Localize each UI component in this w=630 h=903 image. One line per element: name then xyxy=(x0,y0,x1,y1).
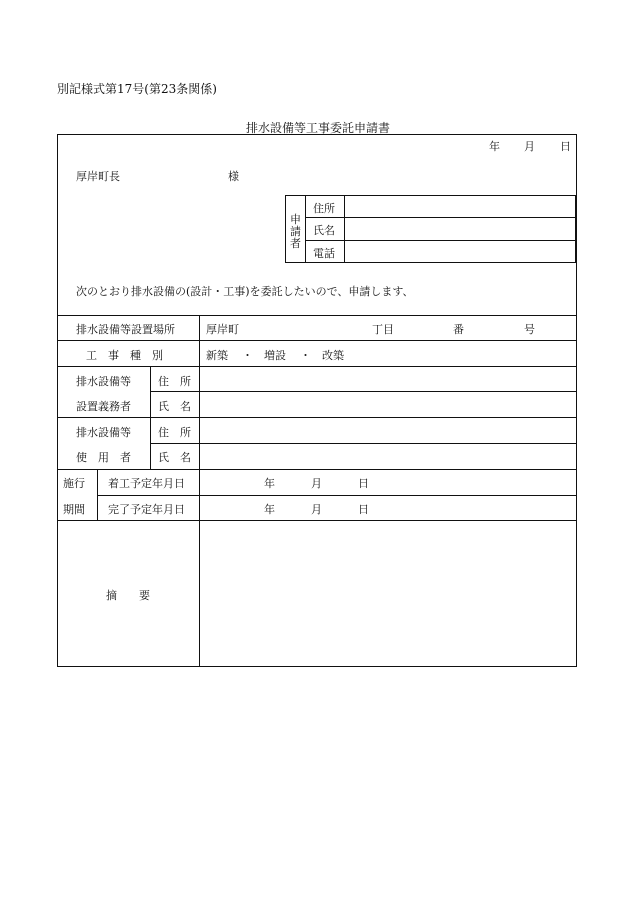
applicant-label-1: 申 xyxy=(290,213,301,226)
start-date-label: 着工予定年月日 xyxy=(108,477,185,490)
obligor-label-line1: 排水設備等 xyxy=(76,375,131,388)
summary-label: 摘 要 xyxy=(106,589,150,602)
applicant-address-label: 住所 xyxy=(313,202,335,215)
location-ban: 番 xyxy=(453,323,464,336)
location-go: 号 xyxy=(524,323,535,336)
date-month: 月 xyxy=(524,140,535,153)
obligor-label-line2: 設置義務者 xyxy=(76,400,131,413)
work-type-extension[interactable]: 増設 xyxy=(264,349,286,362)
user-label-line1: 排水設備等 xyxy=(76,426,131,439)
applicant-name-field[interactable] xyxy=(346,219,574,239)
obligor-address-field[interactable] xyxy=(201,368,575,390)
applicant-phone-label: 電話 xyxy=(313,247,335,260)
end-month: 月 xyxy=(311,503,322,516)
statement-text: 次のとおり排水設備の(設計・工事)を委託したいので、申請します、 xyxy=(76,285,414,298)
applicant-phone-field[interactable] xyxy=(346,242,574,261)
location-label: 排水設備等設置場所 xyxy=(76,323,175,336)
addressee-name: 厚岸町長 xyxy=(76,170,120,183)
end-day: 日 xyxy=(358,503,369,516)
location-town: 厚岸町 xyxy=(206,323,239,336)
applicant-label-3: 者 xyxy=(290,237,301,250)
user-name-label: 氏 名 xyxy=(158,451,191,464)
start-month: 月 xyxy=(311,477,322,490)
user-address-label: 住 所 xyxy=(158,426,191,439)
end-date-label: 完了予定年月日 xyxy=(108,503,185,516)
obligor-name-label: 氏 名 xyxy=(158,400,191,413)
work-type-sep-1: ・ xyxy=(242,349,253,362)
form-number-label: 別記様式第17号(第23条関係) xyxy=(57,82,217,96)
start-year: 年 xyxy=(264,477,275,490)
applicant-address-field[interactable] xyxy=(346,197,574,216)
applicant-name-label: 氏名 xyxy=(313,224,335,237)
obligor-name-field[interactable] xyxy=(201,393,575,416)
work-type-label: 工 事 種 別 xyxy=(86,349,163,362)
date-year: 年 xyxy=(489,140,500,153)
user-label-line2: 使 用 者 xyxy=(76,451,131,464)
end-year: 年 xyxy=(264,503,275,516)
location-chome: 丁目 xyxy=(372,323,394,336)
work-type-new[interactable]: 新築 xyxy=(206,349,228,362)
addressee-honorific: 様 xyxy=(228,170,239,183)
date-day: 日 xyxy=(560,140,571,153)
work-type-sep-2: ・ xyxy=(300,349,311,362)
start-day: 日 xyxy=(358,477,369,490)
period-label-line2: 期間 xyxy=(63,503,85,516)
applicant-label-2: 請 xyxy=(290,225,301,238)
user-address-field[interactable] xyxy=(201,419,575,442)
user-name-field[interactable] xyxy=(201,445,575,468)
period-label-line1: 施行 xyxy=(63,477,85,490)
form-title: 排水設備等工事委託申請書 xyxy=(246,121,391,135)
summary-field[interactable] xyxy=(201,522,575,665)
work-type-rebuild[interactable]: 改築 xyxy=(322,349,344,362)
obligor-address-label: 住 所 xyxy=(158,375,191,388)
